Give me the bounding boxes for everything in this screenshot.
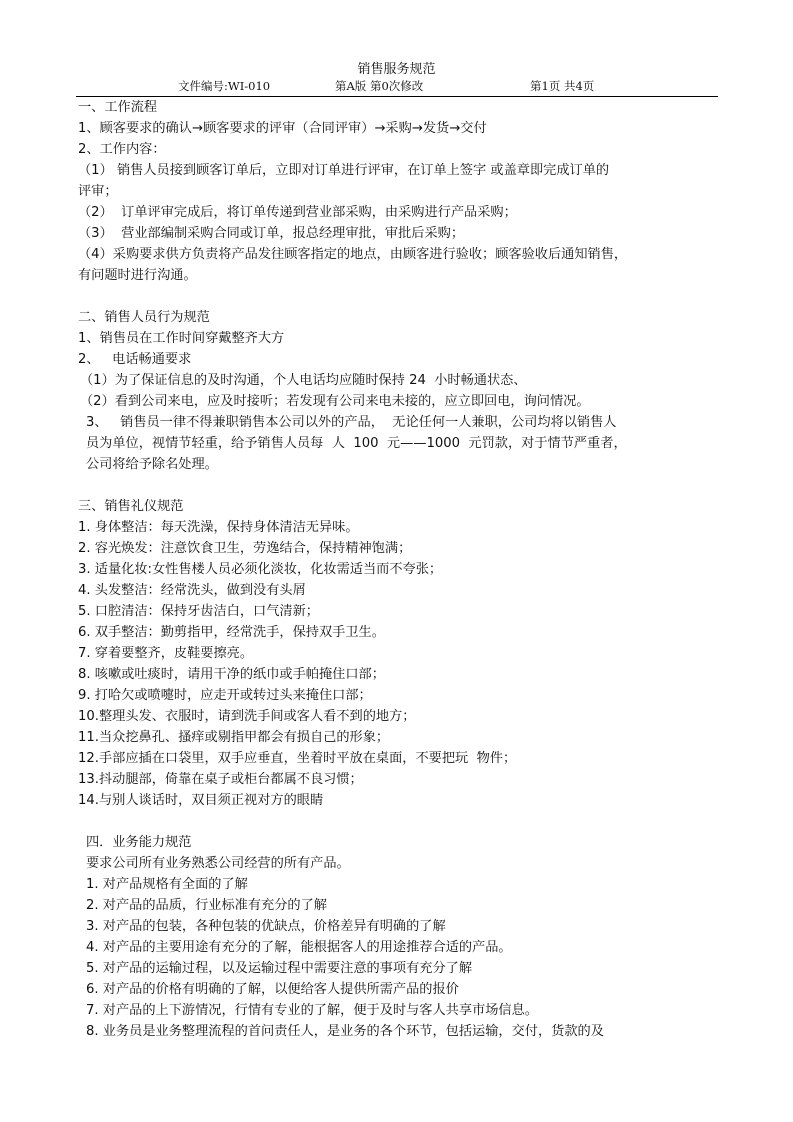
- text-line: 2、工作内容：: [78, 142, 166, 157]
- text-line: 4. 对产品的主要用途有充分的了解，能根据客人的用途推荐合适的产品。: [86, 940, 512, 955]
- text-line: （3） 营业部编制采购合同或订单，报总经理审批，审批后采购；: [78, 226, 465, 241]
- document-version: 第A版 第0次修改: [335, 79, 424, 93]
- text-line: 2. 容光焕发：注意饮食卫生，劳逸结合，保持精神饱满；: [78, 541, 412, 556]
- document-body: [78, 97, 723, 1042]
- text-line: 11.当众挖鼻孔、搔痒或剔指甲都会有损自己的形象；: [78, 730, 390, 745]
- text-line: 2、 电话畅通要求: [78, 352, 192, 367]
- text-line: （2）看到公司来电，应及时接听；若发现有公司来电未接的，应立即回电，询问情况。: [80, 394, 590, 409]
- text-line: 评审；: [78, 184, 118, 199]
- page-indicator: 第1页 共4页: [530, 79, 595, 93]
- text-line: 1、销售员在工作时间穿戴整齐大方: [78, 331, 285, 346]
- text-line: 1. 身体整洁：每天洗澡，保持身体清洁无异味。: [78, 520, 359, 535]
- text-line: 10.整理头发、衣服时，请到洗手间或客人看不到的地方；: [78, 709, 416, 724]
- text-line: 5. 口腔清洁：保持牙齿洁白，口气清新；: [78, 604, 319, 619]
- text-line: 3. 对产品的包装，各种包装的优缺点，价格差异有明确的了解: [86, 919, 446, 934]
- text-line: 7. 穿着要整齐，皮鞋要擦亮。: [78, 646, 254, 661]
- text-line: 4. 头发整洁：经常洗头，做到没有头屑: [78, 583, 306, 598]
- document-number: 文件编号:WI-010: [178, 79, 271, 93]
- text-line: （4）采购要求供方负责将产品发往顾客指定的地点，由顾客进行验收；顾客验收后通知销售，: [78, 247, 628, 262]
- text-line: 6. 双手整洁：勤剪指甲，经常洗手，保持双手卫生。: [78, 625, 385, 640]
- text-line: 一、工作流程: [78, 100, 158, 115]
- text-line: 四．业务能力规范: [86, 835, 192, 850]
- text-line: 8. 咳嗽或吐痰时，请用干净的纸巾或手帕掩住口部；: [78, 667, 385, 682]
- text-line: 有问题时进行沟通。: [78, 268, 197, 283]
- text-line: 8. 业务员是业务整理流程的首问责任人，是业务的各个环节，包括运输，交付，货款的及: [86, 1024, 604, 1039]
- text-line: （1） 销售人员接到顾客订单后，立即对订单进行评审，在订单上签字 或盖章即完成订单的: [78, 163, 610, 178]
- text-line: 公司将给予除名处理。: [86, 457, 218, 472]
- text-line: 14.与别人谈话时，双目须正视对方的眼睛: [78, 793, 324, 808]
- blank-line: [78, 286, 723, 307]
- text-line: 1、顾客要求的确认→顾客要求的评审（合同评审）→采购→发货→交付: [78, 121, 487, 136]
- text-line: 二、销售人员行为规范: [78, 310, 210, 325]
- blank-line: [78, 475, 723, 496]
- text-line: 3、 销售员一律不得兼职销售本公司以外的产品， 无论任何一人兼职，公司均将以销售人: [86, 415, 617, 430]
- text-line: 9. 打哈欠或喷嚏时，应走开或转过头来掩住口部；: [78, 688, 372, 703]
- text-line: （2） 订单评审完成后，将订单传递到营业部采购，由采购进行产品采购；: [78, 205, 517, 220]
- text-line: 5. 对产品的运输过程，以及运输过程中需要注意的事项有充分了解: [86, 961, 473, 976]
- text-line: 要求公司所有业务熟悉公司经营的所有产品。: [86, 856, 350, 871]
- text-line: 12.手部应插在口袋里，双手应垂直，坐着时平放在桌面，不要把玩 物件；: [78, 751, 517, 766]
- text-line: 2. 对产品的品质，行业标准有充分的了解: [86, 898, 327, 913]
- text-line: （1）为了保证信息的及时沟通，个人电话均应随时保持 24 小时畅通状态、: [80, 373, 527, 388]
- text-line: 7. 对产品的上下游情况，行情有专业的了解，便于及时与客人共享市场信息。: [86, 1003, 538, 1018]
- text-line: 6. 对产品的价格有明确的了解，以便给客人提供所需产品的报价: [86, 982, 459, 997]
- blank-line: [78, 811, 723, 832]
- document-title: 销售服务规范: [357, 62, 436, 77]
- text-line: 1. 对产品规格有全面的了解: [86, 877, 248, 892]
- text-line: 13.抖动腿部，倚靠在桌子或柜台都属不良习惯；: [78, 772, 363, 787]
- text-line: 员为单位，视情节轻重，给予销售人员每 人 100 元——1000 元罚款，对于情节严重者，: [86, 436, 627, 451]
- text-line: 三、销售礼仪规范: [78, 499, 184, 514]
- text-line: 3. 适量化妆:女性售楼人员必须化淡妆，化妆需适当而不夸张；: [78, 562, 443, 577]
